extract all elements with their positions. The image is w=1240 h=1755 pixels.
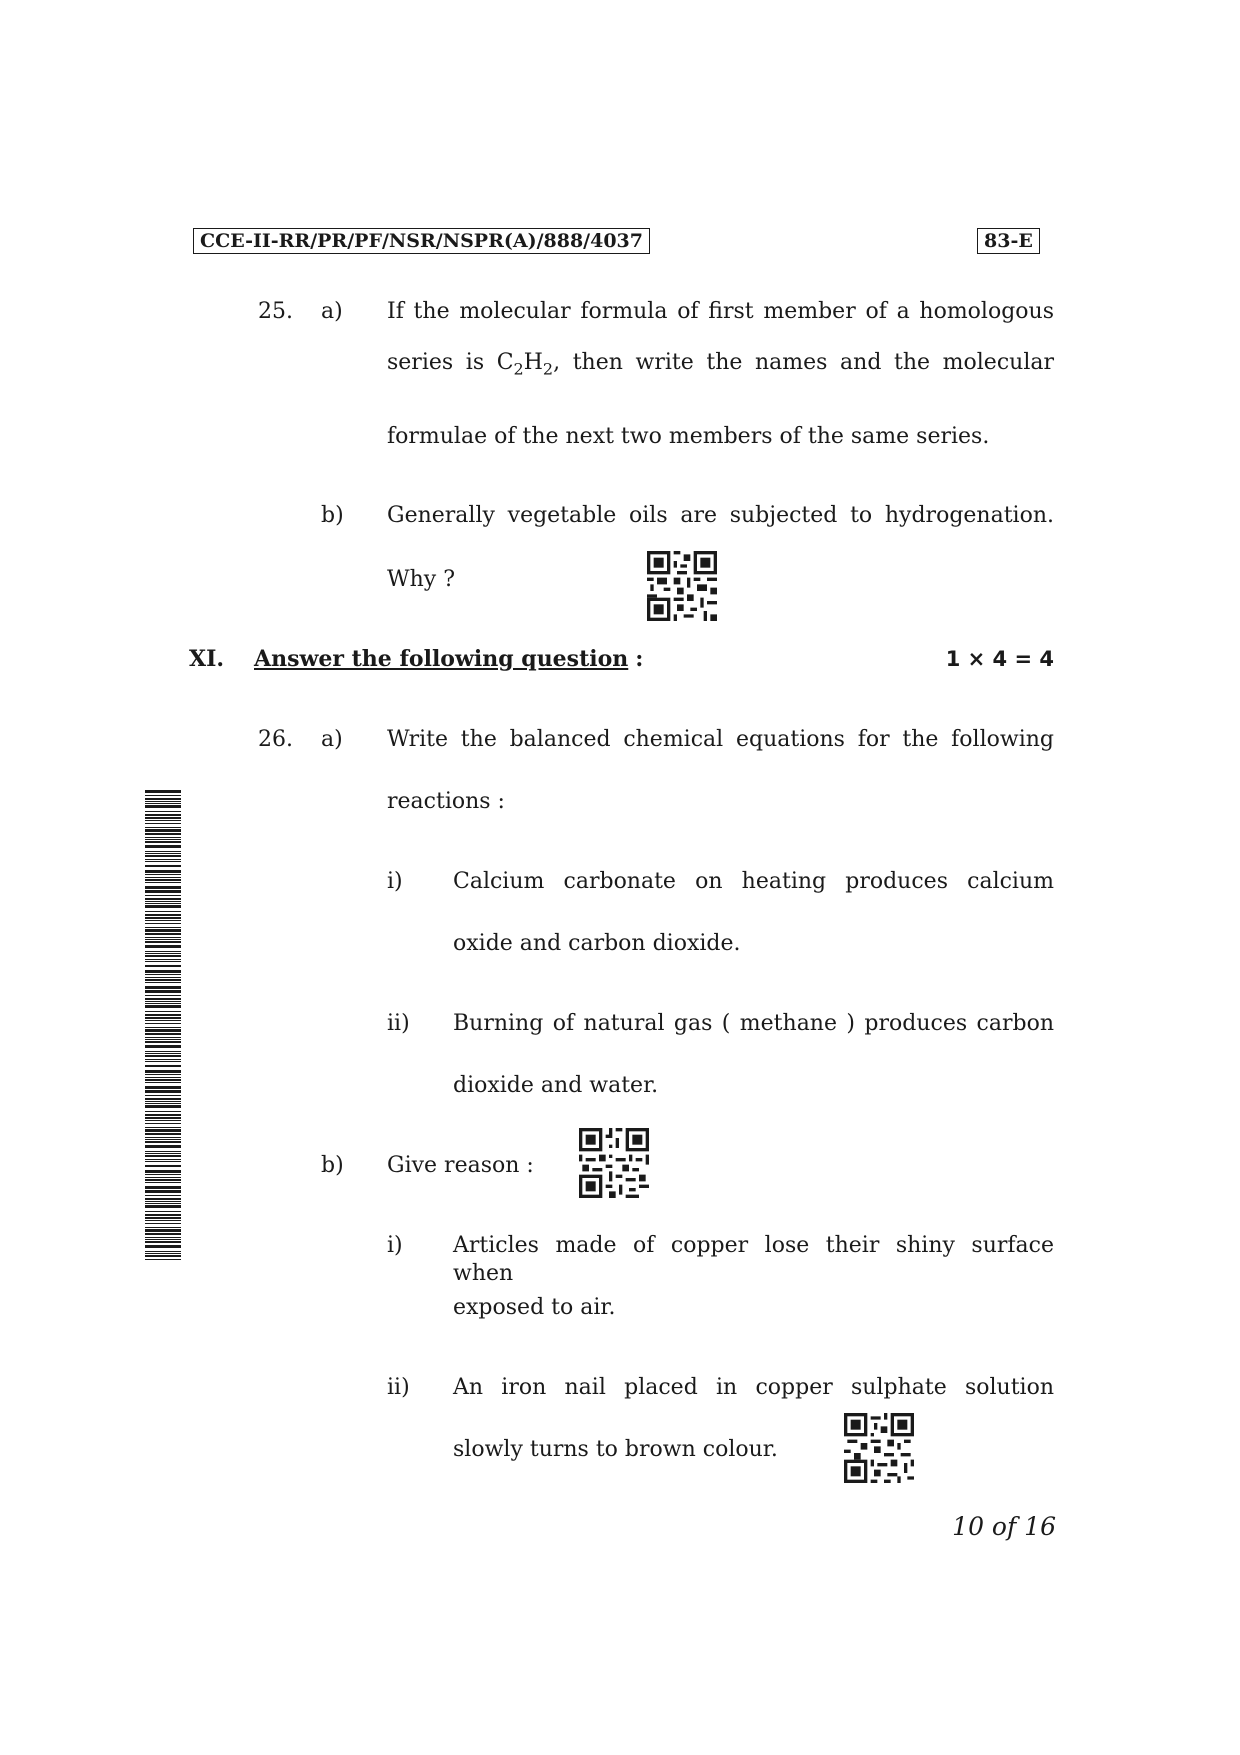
page-number: 10 of 16 bbox=[952, 1512, 1056, 1541]
q26-b-ii-line2: slowly turns to brown colour. bbox=[453, 1437, 778, 1462]
q26-b-ii-line1: An iron nail placed in copper sulphate solution bbox=[453, 1375, 1054, 1400]
paper-id-box bbox=[193, 228, 650, 254]
section-marks: 1 × 4 = 4 bbox=[945, 647, 1054, 671]
paper-id: CCE-II-RR/PR/PF/NSR/NSPR(A)/888/4037 bbox=[200, 230, 644, 252]
qr-code-icon bbox=[843, 1413, 915, 1483]
q26-a-i-line2: oxide and carbon dioxide. bbox=[453, 931, 741, 956]
q26-b-i-line1: Articles made of copper lose their shiny surface when bbox=[453, 1233, 1054, 1286]
formula-h: H bbox=[523, 350, 543, 375]
section-heading bbox=[254, 645, 643, 674]
q25-b-line2: Why ? bbox=[387, 567, 455, 592]
q26-a-ii-line2: dioxide and water. bbox=[453, 1073, 659, 1098]
formula-subscript-c: 2 bbox=[513, 359, 524, 379]
q26-b-i-label: i) bbox=[387, 1233, 403, 1258]
q25-a-label: a) bbox=[321, 299, 343, 324]
paper-code-box bbox=[977, 228, 1040, 254]
qr-code-icon bbox=[578, 1128, 650, 1198]
barcode-icon bbox=[145, 790, 181, 1262]
section-title: Answer the following question bbox=[254, 646, 629, 672]
question-number-25: 25. bbox=[258, 299, 293, 324]
formula-subscript-h: 2 bbox=[542, 359, 554, 379]
q25-a-line2 bbox=[387, 349, 1054, 383]
qr-code-icon bbox=[646, 551, 718, 621]
q26-a-line2: reactions : bbox=[387, 789, 505, 814]
q25-a-line3: formulae of the next two members of the same series. bbox=[387, 424, 990, 449]
q26-b-ii-label: ii) bbox=[387, 1375, 410, 1400]
q26-a-line1: Write the balanced chemical equations for the following bbox=[387, 727, 1054, 752]
q26-b-i-line2: exposed to air. bbox=[453, 1295, 616, 1320]
question-number-26: 26. bbox=[258, 727, 293, 752]
section-number: XI. bbox=[189, 646, 225, 672]
q26-a-label: a) bbox=[321, 727, 343, 752]
q25-a-line2-pre: series is C bbox=[387, 350, 514, 375]
q26-b-label: b) bbox=[321, 1153, 344, 1178]
q25-a-line2-post: , then write the names and the molecular bbox=[553, 350, 1054, 375]
q25-a-line1: If the molecular formula of first member of a homologous bbox=[387, 299, 1054, 324]
q26-a-i-line1: Calcium carbonate on heating produces calcium bbox=[453, 869, 1054, 894]
q26-a-ii-line1: Burning of natural gas ( methane ) produces carbon bbox=[453, 1011, 1054, 1036]
q25-b-line1: Generally vegetable oils are subjected to hydrogenation. bbox=[387, 503, 1054, 528]
q26-a-ii-label: ii) bbox=[387, 1011, 410, 1036]
q25-b-label: b) bbox=[321, 503, 344, 528]
section-colon: : bbox=[635, 646, 644, 672]
paper-code: 83-E bbox=[984, 230, 1033, 252]
q26-a-i-label: i) bbox=[387, 869, 403, 894]
q26-b-line1: Give reason : bbox=[387, 1153, 534, 1178]
